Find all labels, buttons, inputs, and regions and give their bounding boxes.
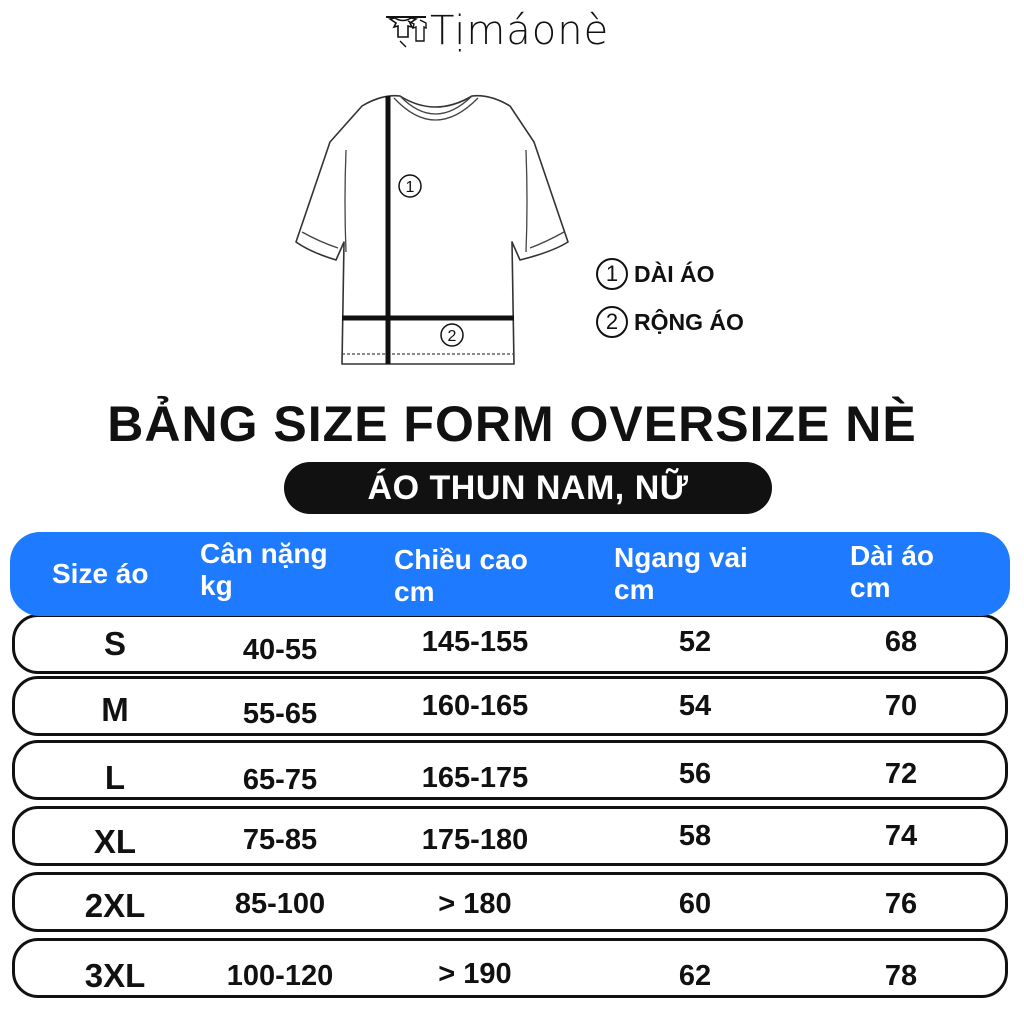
diagram-legend (596, 254, 744, 350)
legend-label: RỘNG ÁO (634, 308, 744, 335)
cell-weight: 100-120 (226, 959, 334, 992)
tshirt-diagram (290, 92, 580, 370)
cell-length: 78 (884, 959, 918, 992)
page-title: BẢNG SIZE FORM OVERSIZE NÈ (107, 396, 917, 452)
cell-shoulder: 52 (678, 625, 712, 658)
header-shoulder (614, 542, 748, 606)
diagram-marker-2: 2 (447, 328, 457, 345)
cell-length: 72 (884, 757, 918, 790)
cell-weight: 55-65 (242, 697, 318, 730)
header-length-label: Dài áo (850, 540, 935, 571)
table-row (12, 614, 1008, 674)
cell-weight: 85-100 (234, 887, 326, 920)
cell-shoulder: 58 (678, 819, 712, 852)
cell-size: 2XL (84, 887, 146, 924)
table-header (10, 532, 1010, 616)
brand-name: Tịmáonè (430, 8, 610, 54)
cell-shoulder: 56 (678, 757, 712, 790)
legend-item-width (596, 302, 744, 342)
cell-height: 160-165 (421, 689, 529, 722)
cell-height: 165-175 (421, 761, 529, 794)
table-row (12, 938, 1008, 998)
header-height-unit: cm (394, 576, 435, 607)
cell-length: 70 (884, 689, 918, 722)
cell-shoulder: 60 (678, 887, 712, 920)
legend-number: 2 (596, 306, 628, 338)
header-length (850, 540, 934, 604)
header-shoulder-label: Ngang vai (614, 542, 748, 573)
cell-weight: 75-85 (242, 823, 318, 856)
legend-label: DÀI ÁO (634, 260, 715, 287)
cell-shoulder: 62 (678, 959, 712, 992)
subtitle-text: ÁO THUN NAM, NỮ (367, 468, 689, 507)
legend-item-length (596, 254, 744, 294)
header-weight-unit: kg (200, 570, 233, 601)
table-row (12, 872, 1008, 932)
table-row (12, 806, 1008, 866)
cell-length: 76 (884, 887, 918, 920)
table-row (12, 740, 1008, 800)
header-length-unit: cm (850, 572, 891, 603)
header-size-label: Size áo (52, 558, 149, 589)
cell-height: 145-155 (421, 625, 529, 658)
brand-logo (384, 6, 644, 56)
cell-size: S (103, 625, 126, 662)
cell-height: > 180 (438, 887, 512, 920)
diagram-marker-1: 1 (405, 179, 415, 196)
cell-size: XL (93, 823, 137, 860)
header-weight-label: Cân nặng (200, 538, 328, 569)
header-size (52, 558, 148, 590)
cell-height: 175-180 (421, 823, 529, 856)
table-row (12, 676, 1008, 736)
clothes-hanger-icon (384, 11, 428, 51)
header-height (394, 544, 528, 608)
cell-size: 3XL (84, 957, 146, 994)
cell-height: > 190 (438, 957, 512, 990)
header-shoulder-unit: cm (614, 574, 655, 605)
cell-size: L (104, 759, 126, 796)
header-height-label: Chiều cao (394, 544, 528, 575)
legend-number: 1 (596, 258, 628, 290)
cell-weight: 65-75 (242, 763, 318, 796)
cell-size: M (101, 691, 129, 728)
cell-weight: 40-55 (242, 633, 318, 666)
header-weight (200, 538, 328, 602)
cell-length: 74 (884, 819, 918, 852)
subtitle-badge (284, 462, 772, 514)
cell-shoulder: 54 (678, 689, 712, 722)
cell-length: 68 (884, 625, 918, 658)
